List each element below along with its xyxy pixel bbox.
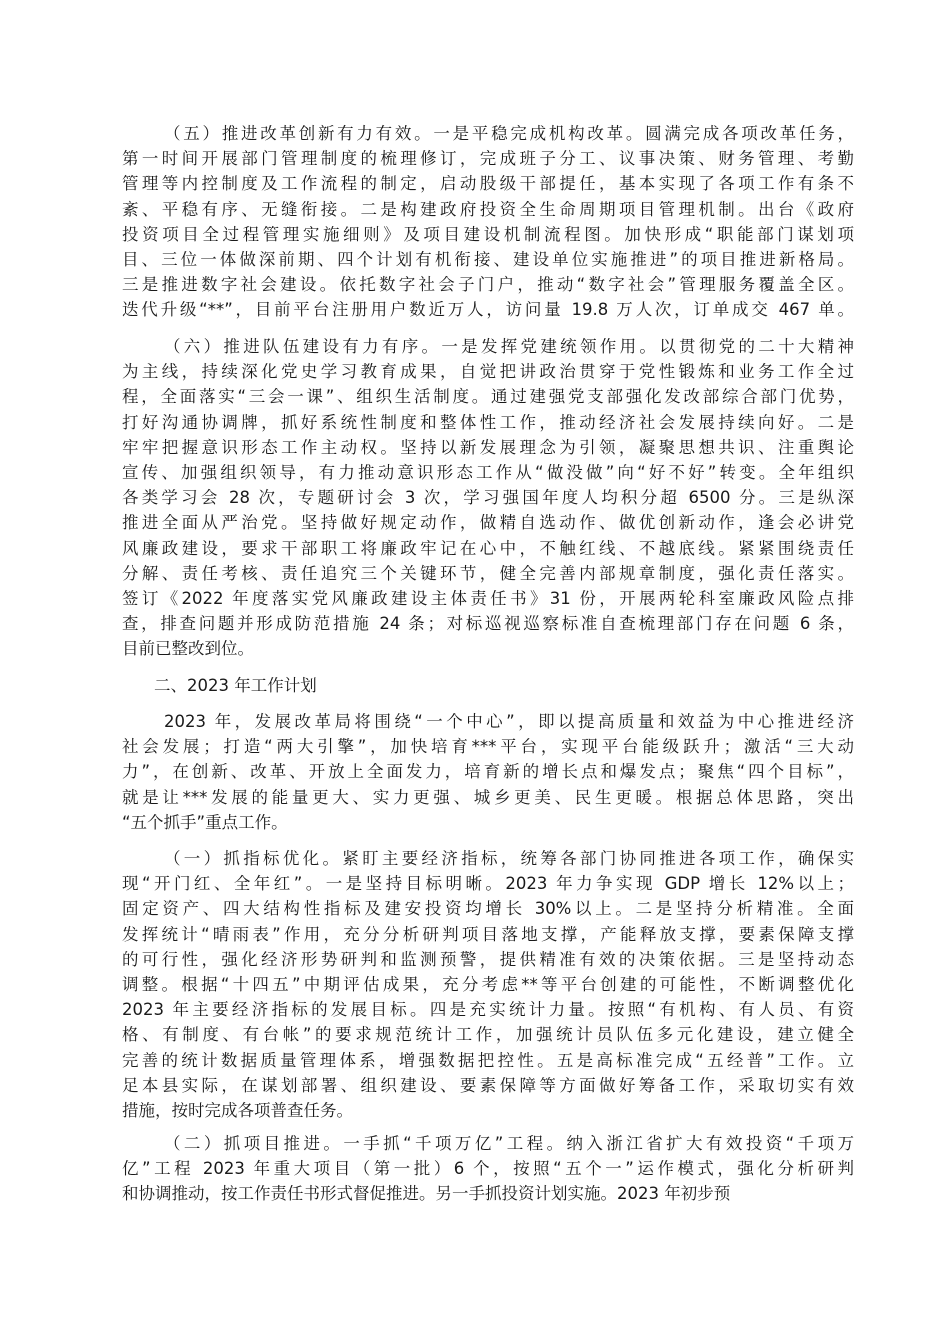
text-line: 格、有制度、有台帐”的要求规范统计工作，加强统计员队伍多元化建设，建立健全 <box>122 1025 854 1045</box>
text-line: （二）抓项目推进。一手抓“千项万亿”工程。纳入浙江省扩大有效投资“千项万 <box>164 1134 854 1153</box>
text-line: 社会发展；打造“两大引擎”，加快培育***平台，实现平台能级跃升；激活“三大动 <box>122 737 854 757</box>
text-line: （一）抓指标优化。紧盯主要经济指标，统筹各部门协同推进各项工作，确保实 <box>164 849 854 868</box>
text-line: 和协调推动，按工作责任书形式督促推进。另一手抓投资计划实施。2023 年初步预 <box>122 1184 731 1204</box>
text-line: 现“开门红、全年红”。一是坚持目标明晰。2023 年力争实现 GDP 增长 12%以上； <box>122 874 854 894</box>
paragraph-section-5 <box>122 121 854 323</box>
paragraph-project-promotion <box>122 1131 854 1207</box>
text-line: 亿”工程 2023 年重大项目（第一批）6 个，按照“五个一”运作模式，强化分析研判 <box>122 1159 854 1179</box>
text-line: （五）推进改革创新有力有效。一是平稳完成机构改革。圆满完成各项改革任务， <box>164 124 854 143</box>
text-line: 分解、责任考核、责任追究三个关键环节，健全完善内部规章制度，强化责任落实。 <box>122 563 854 583</box>
text-line: 迭代升级“**”，目前平台注册用户数近万人，访问量 19.8 万人次，订单成交 467 单。 <box>122 300 854 320</box>
section-heading: 二、2023 年工作计划 <box>154 676 317 695</box>
text-line: 三是推进数字社会建设。依托数字社会子门户，推动“数字社会”管理服务覆盖全区。 <box>122 275 854 295</box>
text-line: 紊、平稳有序、无缝衔接。二是构建政府投资全生命周期项目管理机制。出台《政府 <box>122 199 854 219</box>
text-line: 程，全面落实“三会一课”、组织生活制度。通过建强党支部强化发改部综合部门优势， <box>122 387 854 407</box>
text-line: 风廉政建设，要求干部职工将廉政牢记在心中，不触红线、不越底线。紧紧围绕责任 <box>122 538 854 558</box>
paragraph-section-6 <box>122 334 854 661</box>
text-line: 就是让***发展的能量更大、实力更强、城乡更美、民生更暖。根据总体思路，突出 <box>122 787 854 807</box>
text-line: 宣传、加强组织领导，有力推动意识形态工作从“做没做”向“好不好”转变。全年组织 <box>122 462 854 482</box>
text-line: 发挥统计“晴雨表”作用，充分分析研判项目落地支撑，产能释放支撑，要素保障支撑 <box>122 924 854 944</box>
paragraph-indicator-optimization <box>122 846 854 1123</box>
text-line: 为主线，持续深化党史学习教育成果，自觉把讲政治贯穿于党性锻炼和业务工作全过 <box>122 362 854 382</box>
text-line: 投资项目全过程管理实施细则》及项目建设机制流程图。加快形成“职能部门谋划项 <box>122 224 854 244</box>
text-line: 足本县实际，在谋划部署、组织建设、要素保障等方面做好筹备工作，采取切实有效 <box>122 1075 854 1095</box>
text-line: 推进全面从严治党。坚持做好规定动作，做精自选动作、做优创新动作，逢会必讲党 <box>122 513 854 533</box>
text-line: 查，排查问题并形成防范措施 24 条；对标巡视巡察标准自查梳理部门存在问题 6 条， <box>122 614 854 634</box>
text-line: 固定资产、四大结构性指标及建安投资均增长 30%以上。二是坚持分析精准。全面 <box>122 899 854 919</box>
text-line: 目、三位一体做深前期、四个计划有机衔接、建设单位实施推进”的项目推进新格局。 <box>122 249 854 269</box>
text-line: 各类学习会 28 次，专题研讨会 3 次，学习强国年度人均积分超 6500 分。三是纵深 <box>122 488 854 508</box>
text-line: 力”，在创新、改革、开放上全面发力，培育新的增长点和爆发点；聚焦“四个目标”， <box>122 762 854 782</box>
text-line: 调整。根据“十四五”中期评估成果，充分考虑**等平台创建的可能性，不断调整优化 <box>122 974 854 994</box>
text-line: 签订《2022 年度落实党风廉政建设主体责任书》31 份，开展两轮科室廉政风险点排 <box>122 588 854 608</box>
paragraph-plan-overview <box>122 709 854 835</box>
text-line: 的可行性，强化经济形势研判和监测预警，提供精准有效的决策依据。三是坚持动态 <box>122 949 854 969</box>
text-line: 2023 年，发展改革局将围绕“一个中心”，即以提高质量和效益为中心推进经济 <box>164 712 854 731</box>
text-line: 完善的统计数据质量管理体系，增强数据把控性。五是高标准完成“五经普”工作。立 <box>122 1050 854 1070</box>
text-line: 第一时间开展部门管理制度的梳理修订，完成班子分工、议事决策、财务管理、考勤 <box>122 149 854 169</box>
text-line: 措施，按时完成各项普查任务。 <box>122 1100 353 1120</box>
text-line: 牢牢把握意识形态工作主动权。坚持以新发展理念为引领，凝聚思想共识、注重舆论 <box>122 437 854 457</box>
text-line: 2023 年主要经济指标的发展目标。四是充实统计力量。按照“有机构、有人员、有资 <box>122 1000 854 1020</box>
text-line: 管理等内控制度及工作流程的制定，启动股级干部提任，基本实现了各项工作有条不 <box>122 174 854 194</box>
text-line: （六）推进队伍建设有力有序。一是发挥党建统领作用。以贯彻党的二十大精神 <box>164 337 854 356</box>
text-line: 目前已整改到位。 <box>122 639 254 659</box>
text-line: “五个抓手”重点工作。 <box>122 812 288 832</box>
text-line: 打好沟通协调牌，抓好系统性制度和整体性工作，推动经济社会发展持续向好。二是 <box>122 412 854 432</box>
